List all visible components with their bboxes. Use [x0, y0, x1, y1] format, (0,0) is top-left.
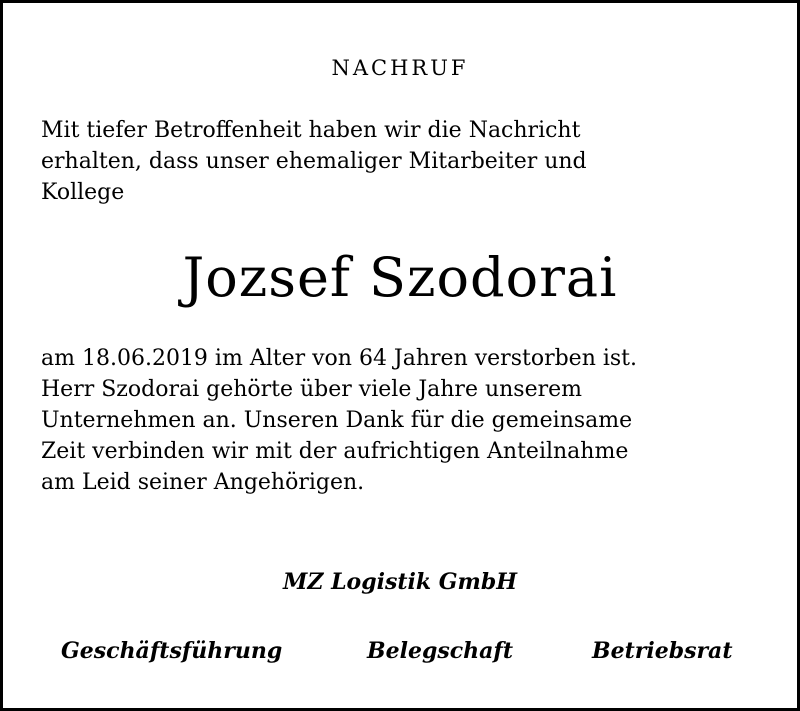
deceased-name: Jozsef Szodorai: [182, 246, 618, 309]
body-line: Herr Szodorai gehörte über viele Jahre unserem: [41, 377, 583, 402]
intro-line: Mit tiefer Betroffenheit haben wir die Nachricht: [41, 118, 581, 143]
body-line: Unternehmen an. Unseren Dank für die gemeinsame: [41, 408, 633, 433]
signatories-row: [3, 636, 797, 668]
intro-line: Kollege: [41, 180, 125, 205]
body-line: am Leid seiner Angehörigen.: [41, 470, 365, 495]
body-line: am 18.06.2019 im Alter von 64 Jahren verstorben ist.: [41, 346, 638, 371]
signatory-staff: Belegschaft: [367, 638, 513, 664]
company-name: MZ Logistik GmbH: [283, 569, 517, 595]
notice-heading: NACHRUF: [331, 56, 469, 80]
body-paragraph: [41, 343, 781, 498]
body-line: Zeit verbinden wir mit der aufrichtigen Anteilnahme: [41, 439, 629, 464]
intro-line: erhalten, dass unser ehemaliger Mitarbeiter und: [41, 149, 587, 174]
signatory-works-council: Betriebsrat: [592, 638, 733, 664]
signatory-management: Geschäftsführung: [61, 638, 283, 664]
intro-paragraph: [41, 115, 781, 208]
